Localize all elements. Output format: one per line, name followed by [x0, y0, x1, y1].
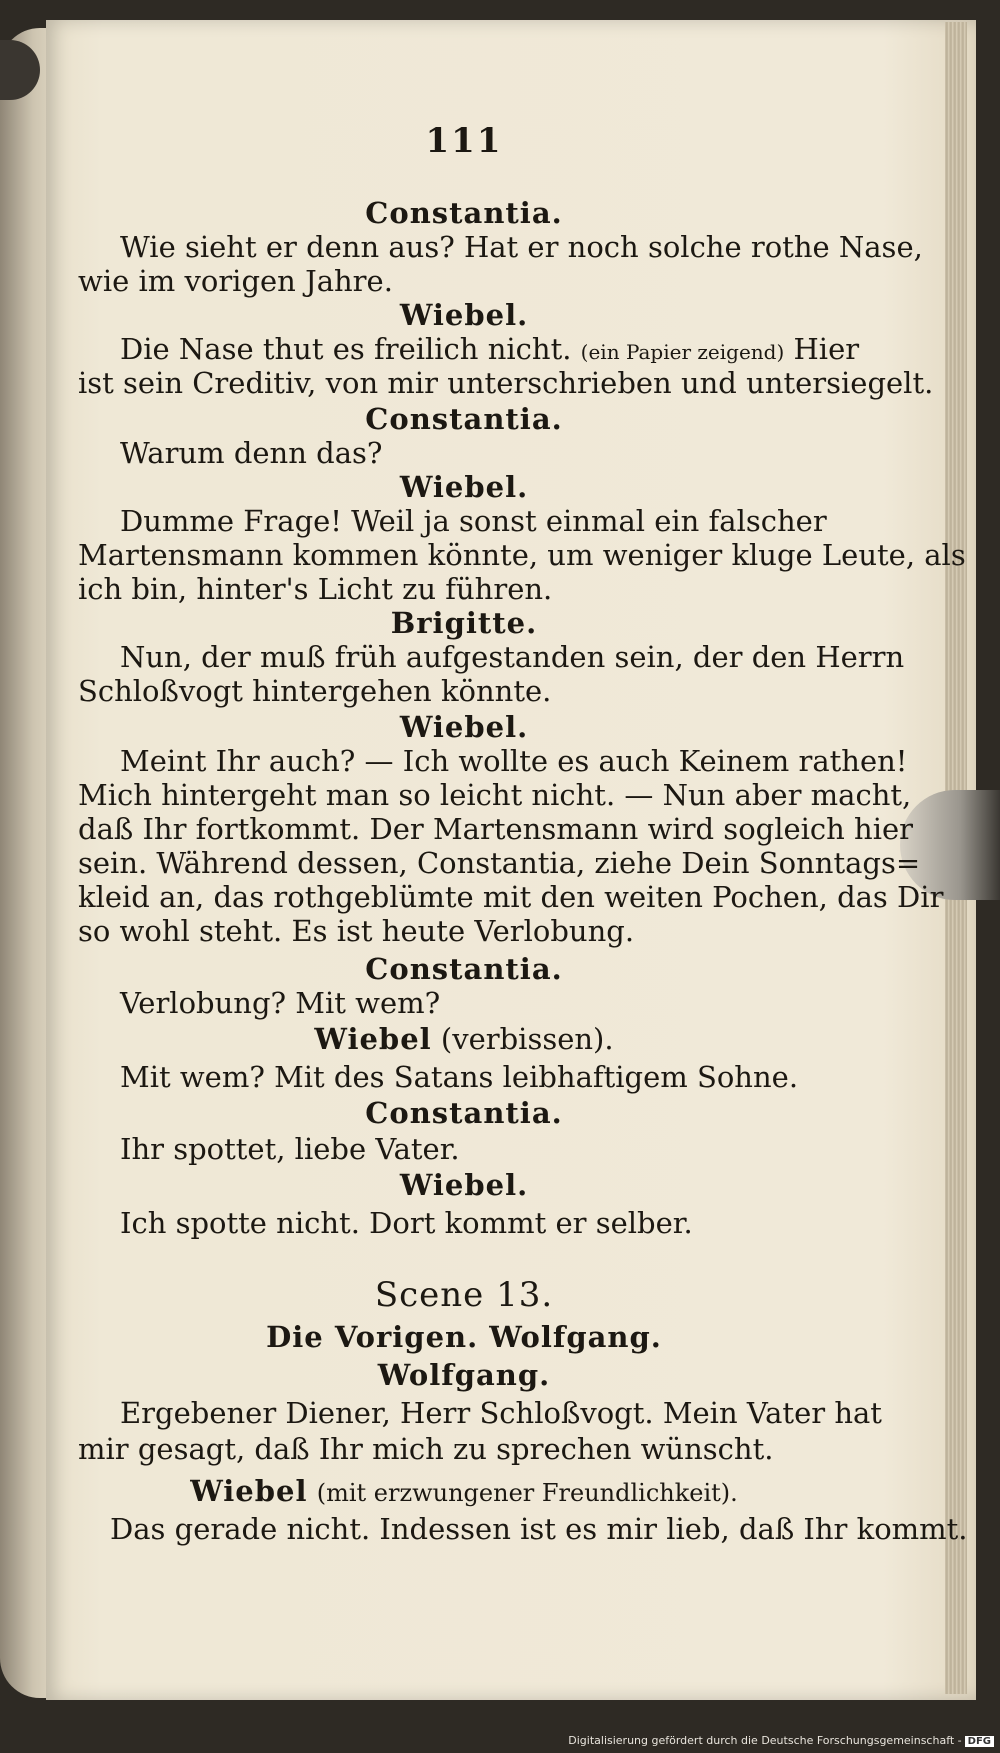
speaker-label: Wiebel	[190, 1474, 308, 1508]
speaker-label: Constantia.	[365, 1096, 563, 1130]
speaker-label: Wiebel.	[399, 1168, 529, 1202]
text-line: Nun, der muß früh aufgestanden sein, der den Herrn	[120, 640, 905, 674]
scene-characters: Die Vorigen. Wolfgang.	[266, 1320, 662, 1354]
speaker-label: Constantia.	[365, 196, 563, 230]
speaker-label: Constantia.	[365, 402, 563, 436]
text-line: ist sein Creditiv, von mir unterschrieben und untersiegelt.	[78, 366, 934, 400]
text-line: Meint Ihr auch? — Ich wollte es auch Keinem rathen!	[120, 744, 908, 778]
text-line: sein. Während dessen, Constantia, ziehe Dein Sonntags=	[78, 846, 921, 880]
text-line: kleid an, das rothgeblümte mit den weiten Pochen, das Dir	[78, 880, 944, 914]
digitization-credit	[568, 1734, 994, 1747]
stage-direction: (verbissen).	[440, 1022, 614, 1056]
text-line: Ihr spottet, liebe Vater.	[120, 1132, 460, 1166]
text-line: Verlobung? Mit wem?	[120, 986, 441, 1020]
text-line: mir gesagt, daß Ihr mich zu sprechen wünscht.	[78, 1432, 774, 1466]
text-line: Ich spotte nicht. Dort kommt er selber.	[120, 1206, 693, 1240]
speaker-label: Wolfgang.	[377, 1358, 551, 1392]
text-line: Das gerade nicht. Indessen ist es mir lieb, daß Ihr kommt.	[110, 1512, 968, 1546]
stage-direction: (mit erzwungener Freundlichkeit).	[316, 1479, 738, 1507]
text-line: Mich hintergeht man so leicht nicht. — Nun aber macht,	[78, 778, 912, 812]
stage-direction: (ein Papier zeigend)	[580, 340, 785, 364]
scene-heading: Scene 13.	[374, 1275, 554, 1315]
text-line	[120, 332, 859, 369]
text-line: Mit wem? Mit des Satans leibhaftigem Sohne.	[120, 1060, 799, 1094]
text-line: ich bin, hinter's Licht zu führen.	[78, 572, 553, 606]
speaker-line	[85, 1022, 843, 1056]
speaker-label: Wiebel.	[399, 470, 529, 504]
speaker-label: Wiebel.	[399, 298, 529, 332]
credit-text: Digitalisierung gefördert durch die Deutsche Forschungsgemeinschaft -	[568, 1734, 962, 1747]
dfg-logo: DFG	[965, 1736, 994, 1747]
text-line: wie im vorigen Jahre.	[78, 264, 393, 298]
text-line: Martensmann kommen könnte, um weniger kluge Leute, als	[78, 538, 966, 572]
text-line: Ergebener Diener, Herr Schloßvogt. Mein Vater hat	[120, 1396, 882, 1430]
text-line: Warum denn das?	[120, 436, 383, 470]
page-number: 111	[425, 121, 503, 161]
text-line: daß Ihr fortkommt. Der Martensmann wird sogleich hier	[78, 812, 914, 846]
text-line: Wie sieht er denn aus? Hat er noch solche rothe Nase,	[120, 230, 923, 264]
speaker-line	[85, 1474, 843, 1510]
text-segment: Hier	[793, 332, 860, 366]
speaker-label: Wiebel	[314, 1022, 432, 1056]
text-line: so wohl steht. Es ist heute Verlobung.	[78, 914, 635, 948]
text-line: Dumme Frage! Weil ja sonst einmal ein falscher	[120, 504, 827, 538]
text-segment: Die Nase thut es freilich nicht.	[120, 332, 572, 366]
speaker-label: Constantia.	[365, 952, 563, 986]
speaker-label: Brigitte.	[390, 606, 538, 640]
text-line: Schloßvogt hintergehen könnte.	[78, 674, 552, 708]
speaker-label: Wiebel.	[399, 710, 529, 744]
